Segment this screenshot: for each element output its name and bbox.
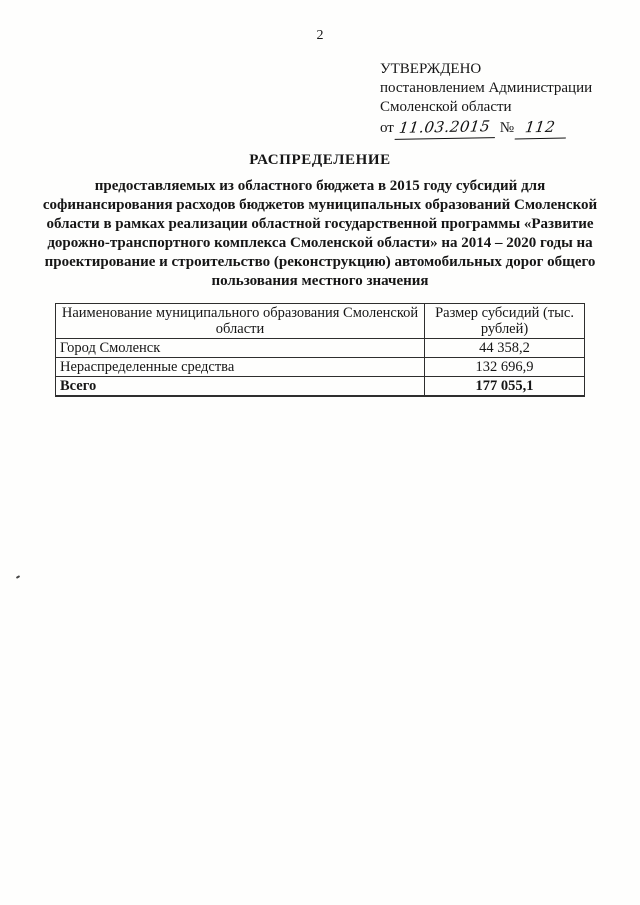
handwritten-date: 11.03.2015 — [394, 117, 497, 140]
handwritten-number: 112 — [515, 118, 569, 140]
row-name-total: Всего — [56, 377, 425, 397]
subsidies-table — [55, 303, 585, 397]
table-row-total — [56, 377, 585, 397]
table-row — [56, 339, 585, 358]
scan-artifact — [16, 575, 20, 579]
row-value-undistributed: 132 696,9 — [425, 358, 585, 377]
ot-label: от — [380, 120, 394, 136]
row-value-total: 177 055,1 — [425, 377, 585, 397]
document-title: РАСПРЕДЕЛЕНИЕ — [249, 152, 391, 168]
approval-line-region: Смоленской области — [380, 99, 512, 115]
header-municipality: Наименование муниципального образования Смоленской области — [56, 304, 425, 339]
page-number: 2 — [316, 28, 324, 43]
table-row — [56, 358, 585, 377]
document-subtitle: предоставляемых из областного бюджета в 2015 году субсидий для софинансирования расходов бюджетов муниципальных образований Смоленской области в рамках реализации областной государственной программы «Развитие дорожно-транспортного комплекса Смоленской области» на 2014 – 2020 годы на проектирование и строительство (реконструкцию) автомобильных дорог общего пользования местного значения — [42, 178, 598, 289]
number-sign-label: № — [499, 120, 515, 136]
approval-block — [380, 60, 610, 139]
approval-line-approved: УТВЕРЖДЕНО — [380, 61, 482, 77]
approval-line-resolution: постановлением Администрации — [380, 80, 593, 96]
approval-date-line — [380, 118, 610, 139]
row-value-smolensk: 44 358,2 — [425, 339, 585, 358]
row-name-undistributed: Нераспределенные средства — [56, 358, 425, 377]
header-subsidy-amount: Размер субсидий (тыс. рублей) — [425, 304, 585, 339]
table-header-row — [56, 304, 585, 339]
row-name-smolensk: Город Смоленск — [56, 339, 425, 358]
